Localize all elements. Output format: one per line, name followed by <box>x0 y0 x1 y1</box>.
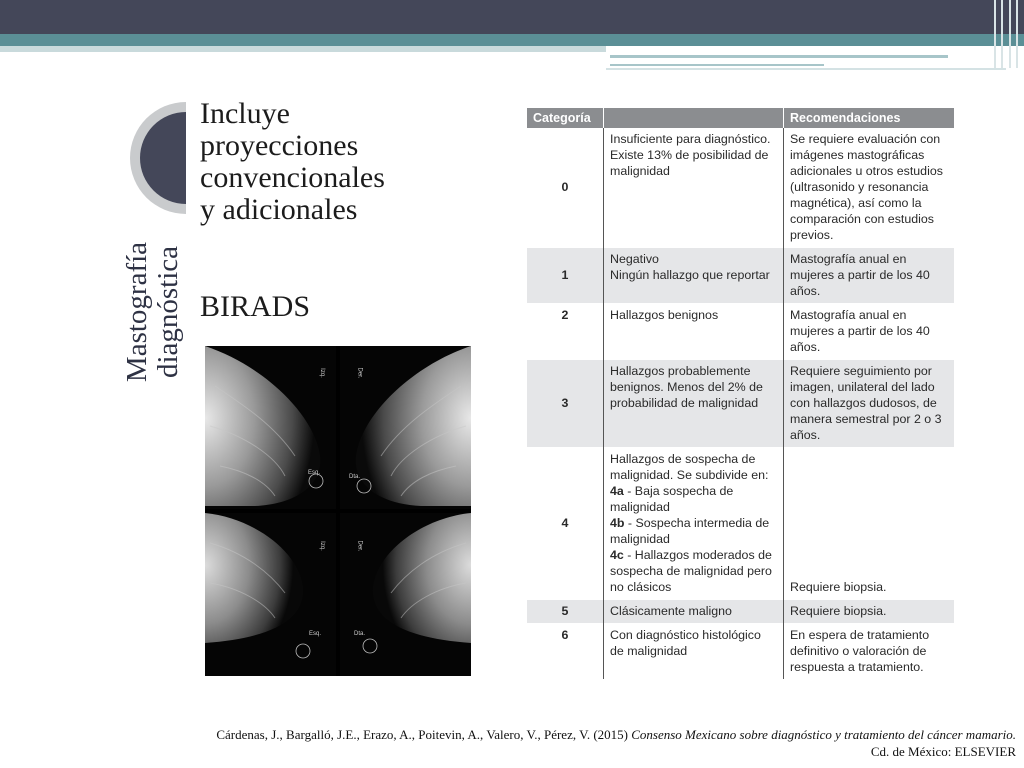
citation-title: Consenso Mexicano sobre diagnóstico y tratamiento del cáncer mamario. <box>631 727 1016 742</box>
birads-table <box>527 108 954 679</box>
column-header-recommendations: Recomendaciones <box>784 108 955 128</box>
description-cell <box>604 360 784 448</box>
category-cell: 2 <box>527 304 604 360</box>
mammogram-image <box>340 513 471 676</box>
recommendation-cell: Mastografía anual en mujeres a partir de los 40 años. <box>784 304 955 360</box>
description-text: Con diagnóstico histológico de malignidad <box>610 628 761 658</box>
description-cell <box>604 600 784 624</box>
birads-heading: BIRADS <box>200 290 311 323</box>
description-text: Negativo <box>610 252 659 266</box>
mammogram-side-label: Izq. <box>318 368 325 378</box>
vertical-title-line: Mastografía <box>121 241 153 383</box>
mammogram-view-tag: Dta. <box>354 631 366 637</box>
header-line <box>610 55 948 58</box>
description-text: Insuficiente para diagnóstico. Existe 13% de posibilidad de malignidad <box>610 132 771 178</box>
intro-line: convencionales <box>200 161 385 194</box>
recommendation-cell: Requiere biopsia. <box>784 600 955 624</box>
subcategory-code: 4c <box>610 548 624 562</box>
column-header-description <box>604 108 784 128</box>
subcategory-code: 4b <box>610 516 625 530</box>
mammography-images <box>205 346 471 676</box>
mammogram-view-tag: Esq. <box>308 470 321 476</box>
category-cell: 4 <box>527 448 604 600</box>
vertical-title-line: diagnóstica <box>152 245 184 379</box>
recommendation-cell: En espera de tratamiento definitivo o valoración de respuesta a tratamiento. <box>784 624 955 680</box>
subcategory-item <box>610 515 777 547</box>
intro-line: y adicionales <box>200 193 358 226</box>
description-text: Hallazgos de sospecha de malignidad. Se subdivide en: <box>610 452 769 482</box>
mammogram-image <box>205 513 336 676</box>
subcategory-code: 4a <box>610 484 624 498</box>
description-text: Hallazgos probablemente benignos. Menos del 2% de probabilidad de malignidad <box>610 364 763 410</box>
mammogram-side-label: Der. <box>356 540 363 552</box>
table-header-row <box>527 108 954 128</box>
mammogram-view-tag: Dta. <box>349 474 361 480</box>
recommendation-cell: Requiere biopsia. <box>784 448 955 600</box>
header-vertical-lines <box>994 0 1018 68</box>
citation-authors: Cárdenas, J., Bargalló, J.E., Erazo, A., Poitevin, A., Valero, V., Pérez, V. (2015) <box>216 727 632 742</box>
category-cell: 6 <box>527 624 604 680</box>
table-row <box>527 128 954 248</box>
description-cell <box>604 128 784 248</box>
subcategory-text: - Baja sospecha de malignidad <box>610 484 734 514</box>
mammogram-side-label: Der. <box>356 367 363 379</box>
vertical-title <box>118 224 188 400</box>
header-light-stripe <box>0 46 610 52</box>
header-light-box <box>606 46 1006 70</box>
category-cell: 0 <box>561 180 569 194</box>
header-line <box>610 64 824 66</box>
table-row <box>527 360 954 448</box>
citation-publisher: Cd. de México: ELSEVIER <box>870 744 1016 759</box>
header-bar <box>0 0 1024 34</box>
recommendation-cell: Requiere seguimiento por imagen, unilateral del lado con hallazgos dudosos, de manera semestral por 2 o 3 años. <box>784 360 955 448</box>
subcategory-text: - Hallazgos moderados de sospecha de malignidad pero no clásicos <box>610 548 772 594</box>
table-row <box>527 624 954 680</box>
citation <box>16 726 1016 760</box>
description-cell <box>604 304 784 360</box>
description-text: Ningún hallazgo que reportar <box>610 268 770 282</box>
description-cell <box>604 448 784 600</box>
description-text: Hallazgos benignos <box>610 308 719 322</box>
category-cell: 5 <box>527 600 604 624</box>
subcategory-item <box>610 547 777 595</box>
intro-line: proyecciones <box>200 129 359 162</box>
table-row <box>527 448 954 600</box>
intro-line: Incluye <box>200 97 290 130</box>
category-cell: 3 <box>527 360 604 448</box>
mammogram-image <box>205 346 336 509</box>
decorative-half-circle <box>118 100 190 216</box>
intro-text <box>200 98 460 226</box>
category-cell: 1 <box>527 248 604 304</box>
subcategory-text: - Sospecha intermedia de malignidad <box>610 516 770 546</box>
mammogram-image <box>340 346 471 509</box>
recommendation-cell: Mastografía anual en mujeres a partir de los 40 años. <box>784 248 955 304</box>
table-row <box>527 304 954 360</box>
description-cell <box>604 248 784 304</box>
mammogram-view-tag: Esq. <box>309 631 322 637</box>
column-header-category: Categoría <box>527 108 604 128</box>
subcategory-item <box>610 483 777 515</box>
table-row <box>527 248 954 304</box>
description-text: Clásicamente maligno <box>610 604 732 618</box>
recommendation-cell: Se requiere evaluación con imágenes mastográficas adicionales u otros estudios (ultrasonido y resonancia magnética), así como la comparación con estudios previos. <box>784 128 955 248</box>
description-cell <box>604 624 784 680</box>
mammogram-side-label: Izq. <box>318 541 325 551</box>
table-row <box>527 600 954 624</box>
header-accent-bar <box>0 34 1024 46</box>
